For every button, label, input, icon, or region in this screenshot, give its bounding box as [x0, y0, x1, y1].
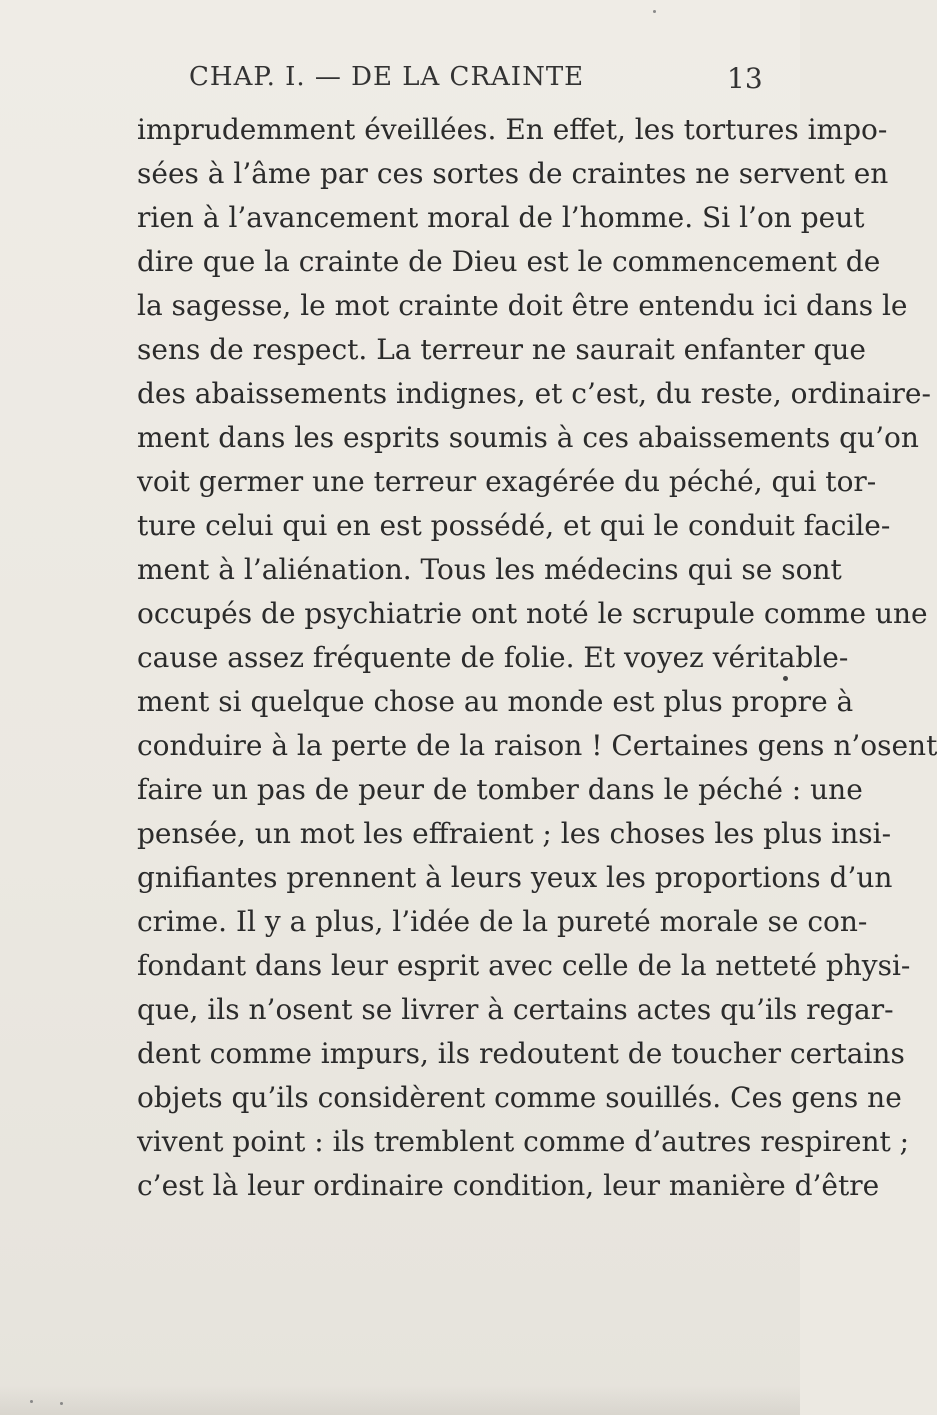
- margin-dot: [783, 676, 788, 681]
- text-line: pensée, un mot les effraient ; les choses les plus insi-: [137, 817, 892, 850]
- text-line: rien à l’avancement moral de l’homme. Si l’on peut: [137, 201, 865, 234]
- text-line: faire un pas de peur de tomber dans le péché : une: [137, 773, 863, 806]
- text-line: voit germer une terreur exagérée du péché, qui tor-: [137, 465, 877, 498]
- text-line: des abaissements indignes, et c’est, du reste, ordinaire-: [137, 377, 931, 410]
- page-edge-shadow: [0, 1385, 800, 1415]
- chapter-title: CHAP. I. — DE LA CRAINTE: [189, 62, 585, 92]
- text-line: sens de respect. La terreur ne saurait enfanter que: [137, 333, 866, 366]
- running-head: [0, 62, 800, 102]
- text-line: vivent point : ils tremblent comme d’autres respirent ;: [137, 1125, 910, 1158]
- text-line: conduire à la perte de la raison ! Certaines gens n’osent: [137, 729, 937, 762]
- text-line: ment dans les esprits soumis à ces abaissements qu’on: [137, 421, 919, 454]
- text-line: ture celui qui en est possédé, et qui le conduit facile-: [137, 509, 891, 542]
- text-line: c’est là leur ordinaire condition, leur manière d’être: [137, 1169, 880, 1202]
- text-line: ment si quelque chose au monde est plus propre à: [137, 685, 854, 718]
- text-line: imprudemment éveillées. En effet, les tortures impo-: [137, 113, 888, 146]
- text-line: la sagesse, le mot crainte doit être entendu ici dans le: [137, 289, 908, 322]
- text-line: crime. Il y a plus, l’idée de la pureté morale se con-: [137, 905, 868, 938]
- text-line: ment à l’aliénation. Tous les médecins qui se sont: [137, 553, 842, 586]
- paper-speck: [653, 10, 656, 13]
- text-line: fondant dans leur esprit avec celle de la netteté physi-: [137, 949, 911, 982]
- text-line: occupés de psychiatrie ont noté le scrupule comme une: [137, 597, 928, 630]
- text-line: gnifiantes prennent à leurs yeux les proportions d’un: [137, 861, 893, 894]
- text-line: objets qu’ils considèrent comme souillés. Ces gens ne: [137, 1081, 902, 1114]
- text-line: cause assez fréquente de folie. Et voyez véritable-: [137, 641, 849, 674]
- text-line: dire que la crainte de Dieu est le commencement de: [137, 245, 881, 278]
- text-line: dent comme impurs, ils redoutent de toucher certains: [137, 1037, 905, 1070]
- text-line: que, ils n’osent se livrer à certains actes qu’ils regar-: [137, 993, 894, 1026]
- page-number: 13: [727, 62, 763, 95]
- text-line: sées à l’âme par ces sortes de craintes ne servent en: [137, 157, 889, 190]
